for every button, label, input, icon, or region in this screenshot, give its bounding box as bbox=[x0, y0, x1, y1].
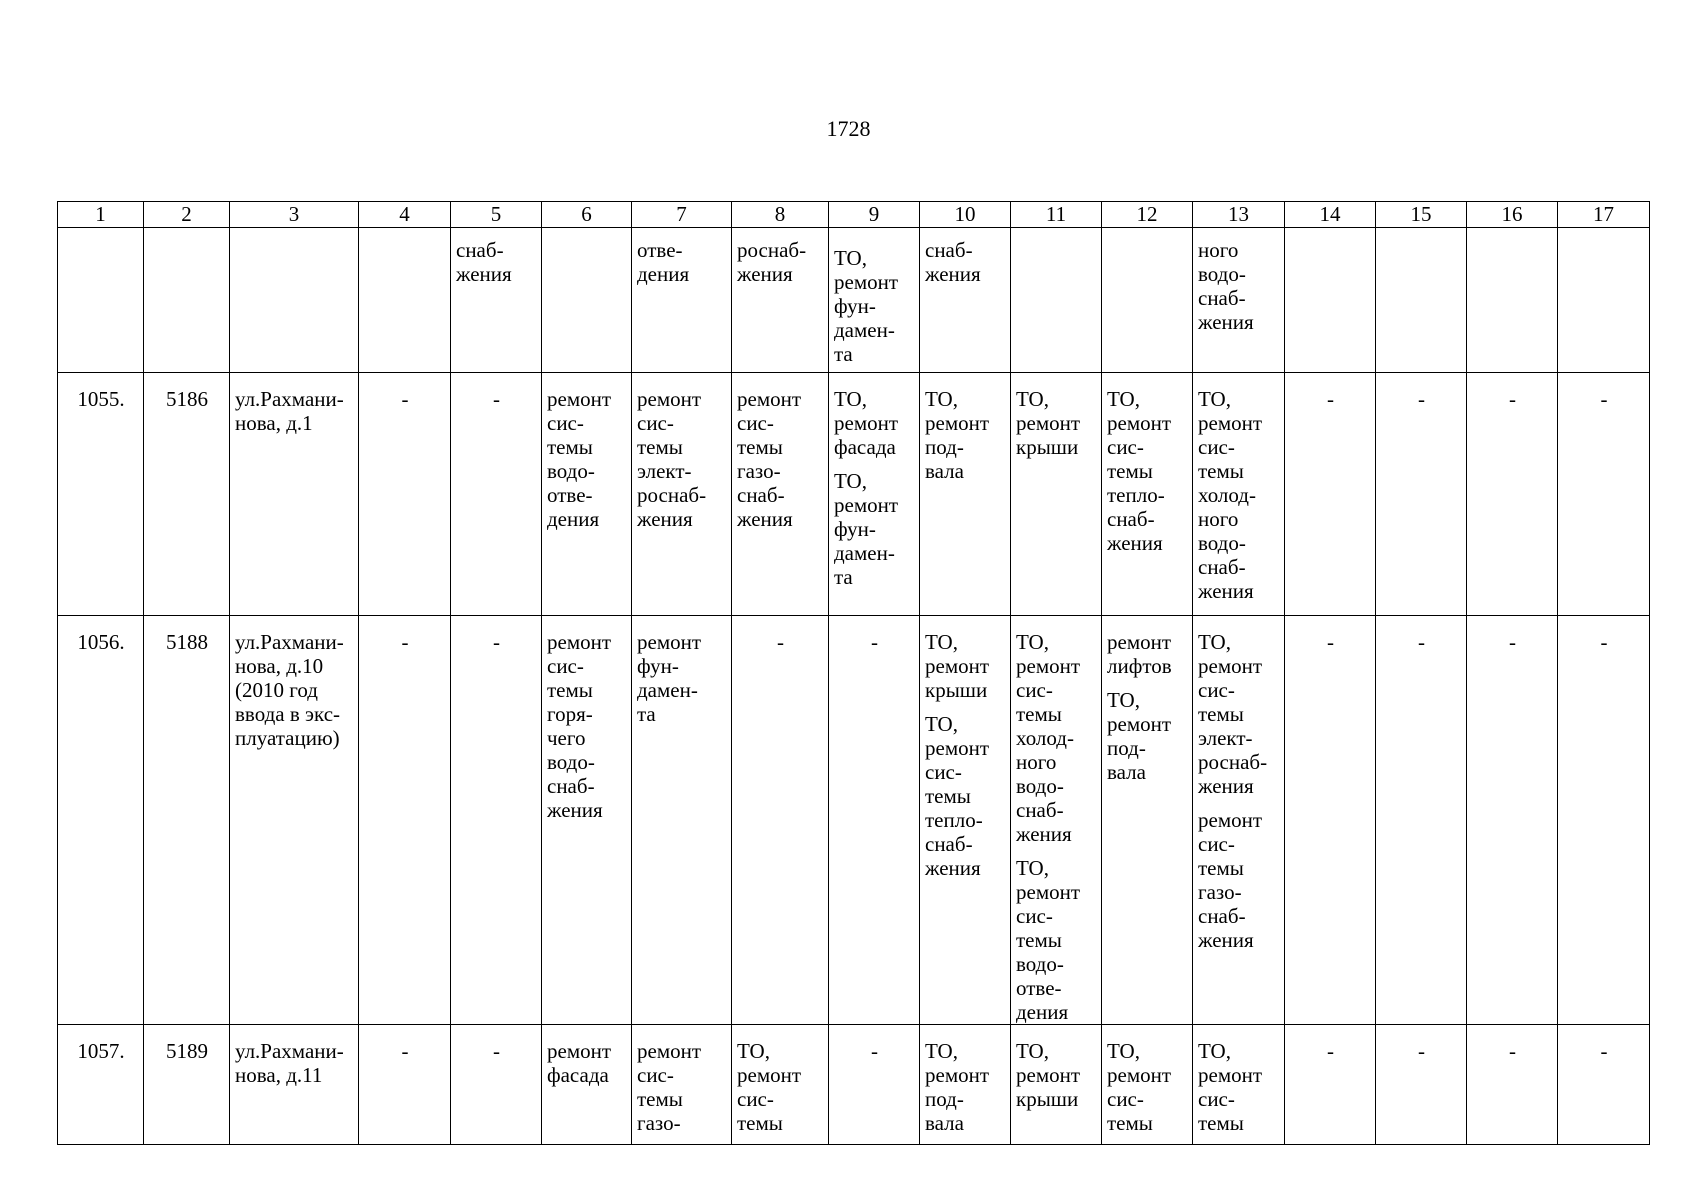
cell-text: ТО, ремонт крыши bbox=[1016, 387, 1081, 459]
cell-text: ТО, ремонт сис- темы элект- роснаб- жения bbox=[1198, 630, 1268, 798]
cell-dash: - bbox=[401, 1039, 409, 1063]
cell-dash: - bbox=[777, 630, 784, 654]
column-header: 10 bbox=[920, 202, 1011, 228]
object-code: 5189 bbox=[166, 1039, 208, 1063]
cell-dash: - bbox=[1509, 1039, 1516, 1063]
cell-dash: - bbox=[493, 387, 500, 411]
cell-dash: - bbox=[871, 630, 878, 654]
cell-dash: - bbox=[1327, 630, 1334, 654]
column-header: 4 bbox=[359, 202, 451, 228]
column-header: 3 bbox=[230, 202, 359, 228]
column-header: 13 bbox=[1193, 202, 1285, 228]
cell-text: ремонт сис- темы горя- чего водо- снаб- жения bbox=[547, 630, 612, 822]
column-header: 2 bbox=[144, 202, 230, 228]
row-number: 1055. bbox=[77, 387, 125, 411]
column-header: 8 bbox=[732, 202, 829, 228]
cell-text: ТО, ремонт фун- дамен- та bbox=[834, 469, 899, 589]
cell-dash: - bbox=[1600, 630, 1608, 654]
column-header: 15 bbox=[1376, 202, 1467, 228]
cell-text: ремонт лифтов bbox=[1107, 630, 1172, 678]
cell-text: ТО, ремонт фун- дамен- та bbox=[834, 246, 899, 366]
cell-dash: - bbox=[1418, 630, 1425, 654]
cell-text: ТО, ремонт сис- темы водо- отве- дения bbox=[1016, 856, 1081, 1024]
address: ул.Рахмани- нова, д.11 bbox=[235, 1039, 344, 1087]
cell-text: снаб- жения bbox=[456, 238, 512, 286]
cell-text: ТО, ремонт под- вала bbox=[925, 1039, 990, 1135]
table-row bbox=[58, 616, 1650, 1025]
address: ул.Рахмани- нова, д.10 (2010 год ввода в экс- плуатацию) bbox=[235, 630, 344, 750]
cell-text: роснаб- жения bbox=[737, 238, 807, 286]
cell-dash: - bbox=[401, 387, 409, 411]
table-row bbox=[58, 373, 1650, 616]
address: ул.Рахмани- нова, д.1 bbox=[235, 387, 344, 435]
cell-text: ремонт сис- темы газо- снаб- жения bbox=[1198, 808, 1263, 952]
cell-dash: - bbox=[1509, 630, 1516, 654]
cell-text: ного водо- снаб- жения bbox=[1198, 238, 1254, 334]
cell-text: ТО, ремонт под- вала bbox=[925, 387, 990, 483]
cell-dash: - bbox=[1327, 1039, 1334, 1063]
cell-text: ТО, ремонт сис- темы холод- ного водо- снаб- жения bbox=[1016, 630, 1081, 846]
cell-dash: - bbox=[1418, 1039, 1425, 1063]
cell-text: ТО, ремонт сис- темы холод- ного водо- снаб- жения bbox=[1198, 387, 1263, 603]
cell-text: ТО, ремонт сис- темы bbox=[1107, 1039, 1172, 1135]
object-code: 5188 bbox=[166, 630, 208, 654]
cell-dash: - bbox=[401, 630, 409, 654]
repair-schedule-table bbox=[57, 201, 1650, 1145]
object-code: 5186 bbox=[166, 387, 208, 411]
cell-dash: - bbox=[871, 1039, 878, 1063]
cell-text: ТО, ремонт сис- темы bbox=[1198, 1039, 1263, 1135]
column-header: 1 bbox=[58, 202, 144, 228]
cell-text: ремонт сис- темы водо- отве- дения bbox=[547, 387, 612, 531]
row-number: 1056. bbox=[77, 630, 125, 654]
column-number-header bbox=[58, 202, 1650, 228]
cell-dash: - bbox=[1327, 387, 1334, 411]
cell-text: ТО, ремонт крыши bbox=[1016, 1039, 1081, 1111]
column-header: 14 bbox=[1285, 202, 1376, 228]
cell-text: ТО, ремонт крыши bbox=[925, 630, 990, 702]
cell-dash: - bbox=[1418, 387, 1425, 411]
cell-text: снаб- жения bbox=[925, 238, 981, 286]
cell-dash: - bbox=[1600, 387, 1608, 411]
column-header: 17 bbox=[1558, 202, 1650, 228]
column-header: 9 bbox=[829, 202, 920, 228]
cell-text: ТО, ремонт под- вала bbox=[1107, 688, 1172, 784]
column-header: 7 bbox=[632, 202, 732, 228]
cell-text: отве- дения bbox=[637, 238, 690, 286]
table-row bbox=[58, 1025, 1650, 1145]
page-number: 1728 bbox=[826, 116, 871, 141]
cell-dash: - bbox=[1509, 387, 1516, 411]
continuation-row bbox=[58, 228, 1650, 373]
column-header: 11 bbox=[1011, 202, 1102, 228]
cell-dash: - bbox=[493, 630, 500, 654]
column-header: 6 bbox=[542, 202, 632, 228]
cell-text: ремонт сис- темы элект- роснаб- жения bbox=[637, 387, 707, 531]
cell-text: ТО, ремонт сис- темы тепло- снаб- жения bbox=[925, 712, 990, 880]
cell-text: ТО, ремонт фасада bbox=[834, 387, 899, 459]
column-header: 12 bbox=[1102, 202, 1193, 228]
cell-text: ремонт сис- темы газо- снаб- жения bbox=[737, 387, 802, 531]
cell-text: ТО, ремонт сис- темы bbox=[737, 1039, 802, 1135]
cell-text: ТО, ремонт сис- темы тепло- снаб- жения bbox=[1107, 387, 1172, 555]
cell-dash: - bbox=[1600, 1039, 1608, 1063]
cell-text: ремонт фун- дамен- та bbox=[637, 630, 702, 726]
column-header: 16 bbox=[1467, 202, 1558, 228]
cell-text: ремонт фасада bbox=[547, 1039, 612, 1087]
row-number: 1057. bbox=[77, 1039, 125, 1063]
column-header: 5 bbox=[451, 202, 542, 228]
cell-text: ремонт сис- темы газо- bbox=[637, 1039, 702, 1135]
cell-dash: - bbox=[493, 1039, 500, 1063]
